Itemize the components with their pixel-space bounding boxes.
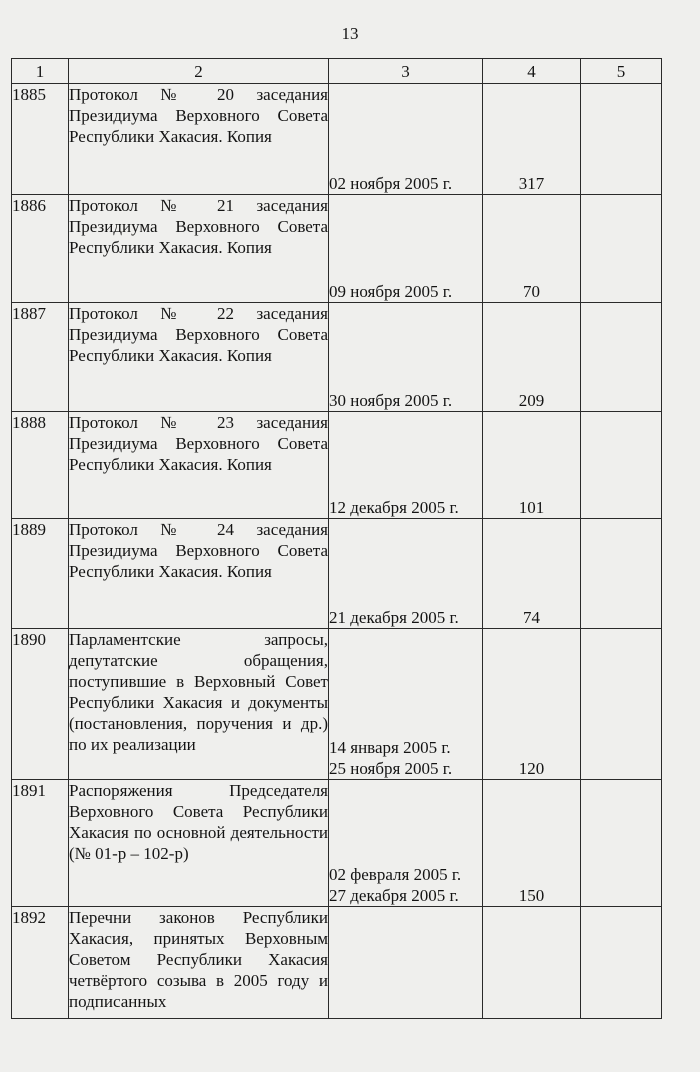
table-row xyxy=(12,907,662,1019)
row-title: Протокол № 23 заседания Президиума Верховного Совета Республики Хакасия. Копия xyxy=(69,412,329,519)
row-title: Парламентские запросы, депутатские обращения, поступившие в Верховный Совет Республики Хакасия и документы (постановления, поручения и др.) по их реализации xyxy=(69,629,329,780)
row-number: 1886 xyxy=(12,195,69,303)
table-row xyxy=(12,303,662,412)
table-row xyxy=(12,195,662,303)
column-header-1: 1 xyxy=(12,59,69,84)
column-header-3: 3 xyxy=(329,59,483,84)
row-number: 1885 xyxy=(12,84,69,195)
date-from: 14 января 2005 г. xyxy=(329,738,451,757)
row-note xyxy=(581,303,662,412)
row-dates xyxy=(329,195,483,303)
column-header-4: 4 xyxy=(483,59,581,84)
inventory-table xyxy=(11,58,662,1019)
row-note xyxy=(581,519,662,629)
row-sheets: 317 xyxy=(483,84,581,195)
row-dates xyxy=(329,519,483,629)
row-sheets: 150 xyxy=(483,780,581,907)
row-title: Перечни законов Республики Хакасия, принятых Верховным Советом Республики Хакасия четвёртого созыва в 2005 году и подписанных xyxy=(69,907,329,1019)
row-sheets: 120 xyxy=(483,629,581,780)
row-number: 1887 xyxy=(12,303,69,412)
row-sheets xyxy=(483,907,581,1019)
row-dates xyxy=(329,907,483,1019)
row-title: Протокол № 24 заседания Президиума Верховного Совета Республики Хакасия. Копия xyxy=(69,519,329,629)
table-row xyxy=(12,519,662,629)
row-dates xyxy=(329,629,483,780)
row-sheets: 101 xyxy=(483,412,581,519)
date-from: 12 декабря 2005 г. xyxy=(329,498,459,517)
date-from: 02 ноября 2005 г. xyxy=(329,174,453,193)
row-note xyxy=(581,84,662,195)
row-title: Протокол № 21 заседания Президиума Верховного Совета Республики Хакасия. Копия xyxy=(69,195,329,303)
row-sheets: 70 xyxy=(483,195,581,303)
table-row xyxy=(12,780,662,907)
header-row xyxy=(12,59,662,84)
date-from: 30 ноября 2005 г. xyxy=(329,391,453,410)
row-sheets: 209 xyxy=(483,303,581,412)
row-title: Протокол № 22 заседания Президиума Верховного Совета Республики Хакасия. Копия xyxy=(69,303,329,412)
date-from: 21 декабря 2005 г. xyxy=(329,608,459,627)
date-to: 27 декабря 2005 г. xyxy=(329,886,459,905)
date-from: 02 февраля 2005 г. xyxy=(329,865,462,884)
row-note xyxy=(581,195,662,303)
row-sheets: 74 xyxy=(483,519,581,629)
row-title: Протокол № 20 заседания Президиума Верховного Совета Республики Хакасия. Копия xyxy=(69,84,329,195)
row-number: 1889 xyxy=(12,519,69,629)
row-title: Распоряжения Председателя Верховного Совета Республики Хакасия по основной деятельности (№ 01-р – 102-р) xyxy=(69,780,329,907)
row-note xyxy=(581,412,662,519)
row-note xyxy=(581,907,662,1019)
column-header-2: 2 xyxy=(69,59,329,84)
row-number: 1888 xyxy=(12,412,69,519)
column-header-5: 5 xyxy=(581,59,662,84)
row-dates xyxy=(329,303,483,412)
row-dates xyxy=(329,780,483,907)
page-number: 13 xyxy=(341,24,359,43)
row-number: 1891 xyxy=(12,780,69,907)
date-from: 09 ноября 2005 г. xyxy=(329,282,453,301)
row-note xyxy=(581,629,662,780)
table-row xyxy=(12,412,662,519)
row-dates xyxy=(329,84,483,195)
table-row xyxy=(12,629,662,780)
row-note xyxy=(581,780,662,907)
row-number: 1890 xyxy=(12,629,69,780)
date-to: 25 ноября 2005 г. xyxy=(329,759,453,778)
row-dates xyxy=(329,412,483,519)
table-row xyxy=(12,84,662,195)
row-number: 1892 xyxy=(12,907,69,1019)
